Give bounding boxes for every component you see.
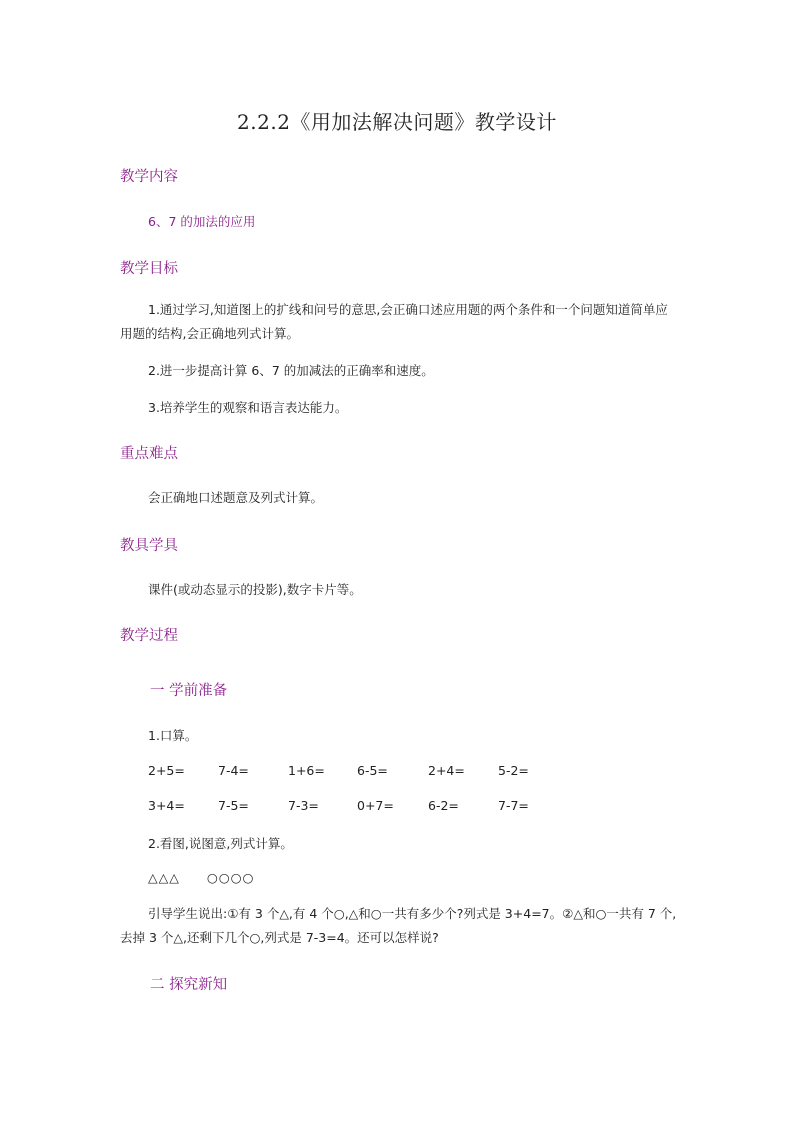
heading-part1: 一 学前准备 xyxy=(150,683,228,699)
guide-text: 引导学生说出:①有 3 个△,有 4 个○,△和○一共有多少个?列式是 3+4=7。②△和○一共有 7 个,去掉 3 个△,还剩下几个○,列式是 7-3=4。还可以怎样说? xyxy=(120,906,677,945)
key-text: 会正确地口述题意及列式计算。 xyxy=(148,490,324,505)
heading-tools: 教具学具 xyxy=(120,538,178,554)
heading-goals: 教学目标 xyxy=(120,261,178,277)
calc-item: 2+4= xyxy=(428,763,465,778)
heading-part2: 二 探究新知 xyxy=(150,977,228,993)
tools-text: 课件(或动态显示的投影),数字卡片等。 xyxy=(148,582,362,597)
shapes-illustration: △△△ ○○○○ xyxy=(148,870,255,885)
picture-label: 2.看图,说图意,列式计算。 xyxy=(148,836,293,851)
calc-item: 5-2= xyxy=(498,763,529,778)
calc-item: 0+7= xyxy=(357,798,394,813)
calc-item: 1+6= xyxy=(288,763,325,778)
goal-item-2: 2.进一步提高计算 6、7 的加减法的正确率和速度。 xyxy=(148,363,434,378)
goal-item-1: 1.通过学习,知道图上的扩线和问号的意思,会正确口述应用题的两个条件和一个问题知道简单应用题的结构,会正确地列式计算。 xyxy=(120,302,668,341)
content-text: 6、7 的加法的应用 xyxy=(148,214,256,229)
calc-item: 7-7= xyxy=(498,798,529,813)
calc-item: 6-5= xyxy=(357,763,388,778)
oral-calc-label: 1.口算。 xyxy=(148,728,198,743)
calc-item: 6-2= xyxy=(428,798,459,813)
heading-process: 教学过程 xyxy=(120,628,178,644)
heading-content: 教学内容 xyxy=(120,169,178,185)
document-title: 2.2.2《用加法解决问题》教学设计 xyxy=(237,110,557,134)
calc-item: 7-3= xyxy=(288,798,319,813)
calc-item: 7-5= xyxy=(218,798,249,813)
calc-item: 3+4= xyxy=(148,798,185,813)
calc-item: 2+5= xyxy=(148,763,185,778)
heading-key: 重点难点 xyxy=(120,446,178,462)
goal-item-3: 3.培养学生的观察和语言表达能力。 xyxy=(148,400,348,415)
calc-item: 7-4= xyxy=(218,763,249,778)
